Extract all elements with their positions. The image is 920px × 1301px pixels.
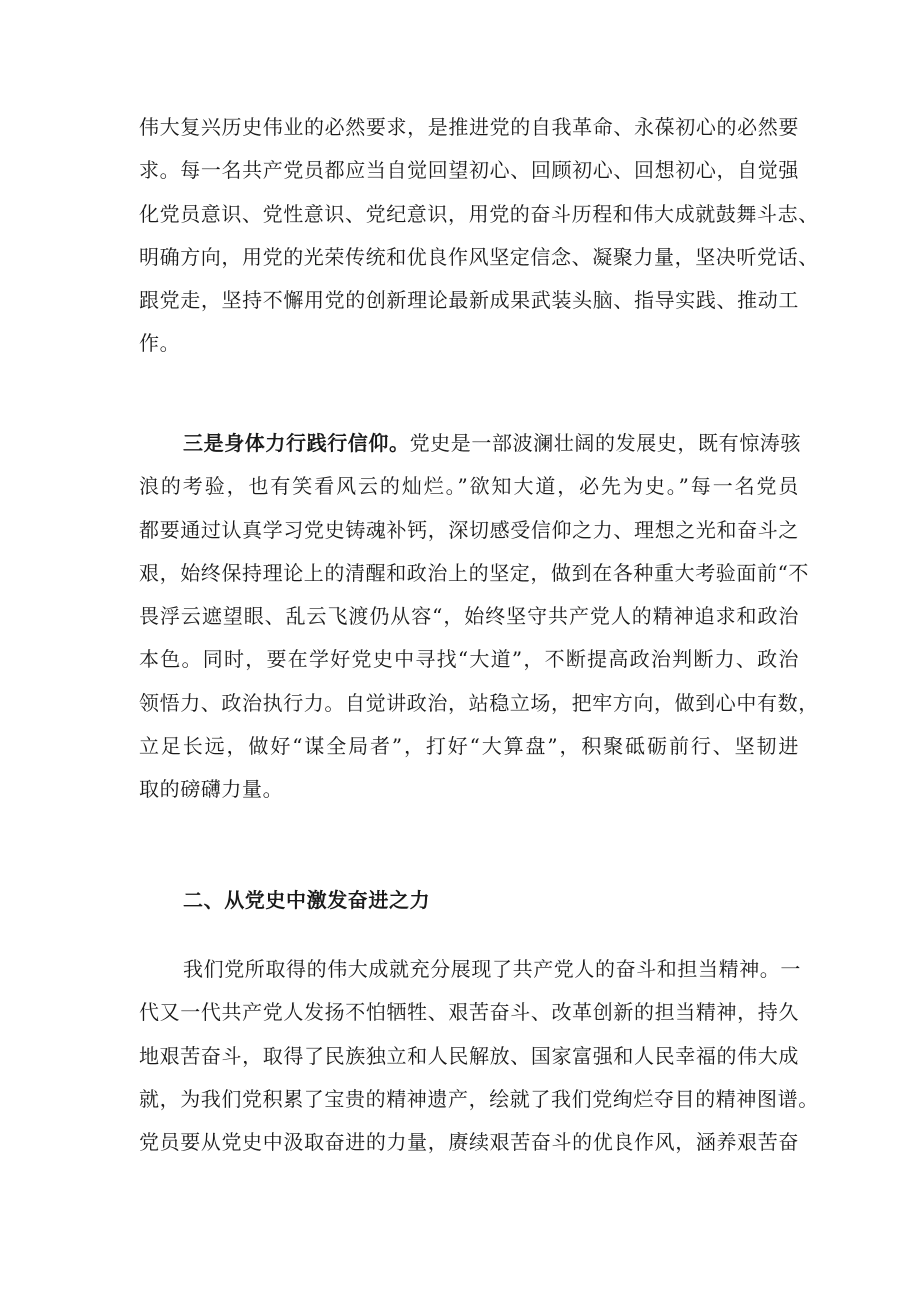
- paragraph-2-first-line: [139, 422, 802, 465]
- paragraph-2-line: 畏浮云遮望眼、乱云飞渡仍从容“，始终坚守共产党人的精神追求和政治: [139, 604, 799, 629]
- paragraph-1-line: 作。: [139, 331, 181, 356]
- paragraph-2: [139, 422, 819, 812]
- paragraph-2-line: 本色。同时，要在学好党史中寻找“大道”，不断提高政治判断力、政治: [139, 647, 799, 672]
- paragraph-2-line: 艰，始终保持理论上的清醒和政治上的坚定，做到在各种重大考验面前“不: [139, 560, 810, 585]
- paragraph-2-line: 浪的考验，也有笑看风云的灿烂。”欲知大道，必先为史。”每一名党员: [139, 474, 799, 499]
- paragraph-1-line: 求。每一名共产党员都应当自觉回望初心、回顾初心、回想初心，自觉强: [139, 158, 799, 183]
- paragraph-2-line: 立足长远，做好“谋全局者”，打好“大算盘”，积聚砥砺前行、坚韧进: [139, 734, 799, 759]
- paragraph-1-line: 伟大复兴历史伟业的必然要求，是推进党的自我革命、永葆初心的必然要: [139, 115, 799, 139]
- paragraph-1-line: 化党员意识、党性意识、党纪意识，用党的奋斗历程和伟大成就鼓舞斗志、: [139, 201, 819, 226]
- paragraph-3-line: 就，为我们党积累了宝贵的精神遗产，绘就了我们党绚烂夺目的精神图谱。: [139, 1086, 819, 1111]
- paragraph-3-line: 我们党所取得的伟大成就充分展现了共产党人的奋斗和担当精神。一: [183, 957, 801, 981]
- paragraph-2-first-line-rest: 党史是一部波澜壮阔的发展史，既有惊涛骇: [409, 431, 802, 455]
- paragraph-3: [139, 948, 819, 1164]
- paragraph-1-line: 跟党走，坚持不懈用党的创新理论最新成果武装头脑、指导实践、推动工: [139, 288, 799, 313]
- paragraph-2-line: 取的磅礴力量。: [139, 777, 284, 802]
- paragraph-1: [139, 106, 819, 366]
- paragraph-1-line: 明确方向，用党的光荣传统和优良作风坚定信念、凝聚力量，坚决听党话、: [139, 244, 819, 269]
- paragraph-2-bold-lead: 三是身体力行践行信仰。: [183, 431, 410, 455]
- paragraph-3-line: 代又一代共产党人发扬不怕牺牲、艰苦奋斗、改革创新的担当精神，持久: [139, 1000, 799, 1025]
- paragraph-3-line: 地艰苦奋斗，取得了民族独立和人民解放、国家富强和人民幸福的伟大成: [139, 1043, 799, 1068]
- paragraph-2-line: 都要通过认真学习党史铸魂补钙，深切感受信仰之力、理想之光和奋斗之: [139, 517, 799, 542]
- section-heading: 二、从党史中激发奋进之力: [183, 888, 431, 912]
- paragraph-3-line: 党员要从党史中汲取奋进的力量，赓续艰苦奋斗的优良作风，涵养艰苦奋: [139, 1130, 799, 1155]
- paragraph-2-line: 领悟力、政治执行力。自觉讲政治，站稳立场，把牢方向，做到心中有数，: [139, 690, 819, 715]
